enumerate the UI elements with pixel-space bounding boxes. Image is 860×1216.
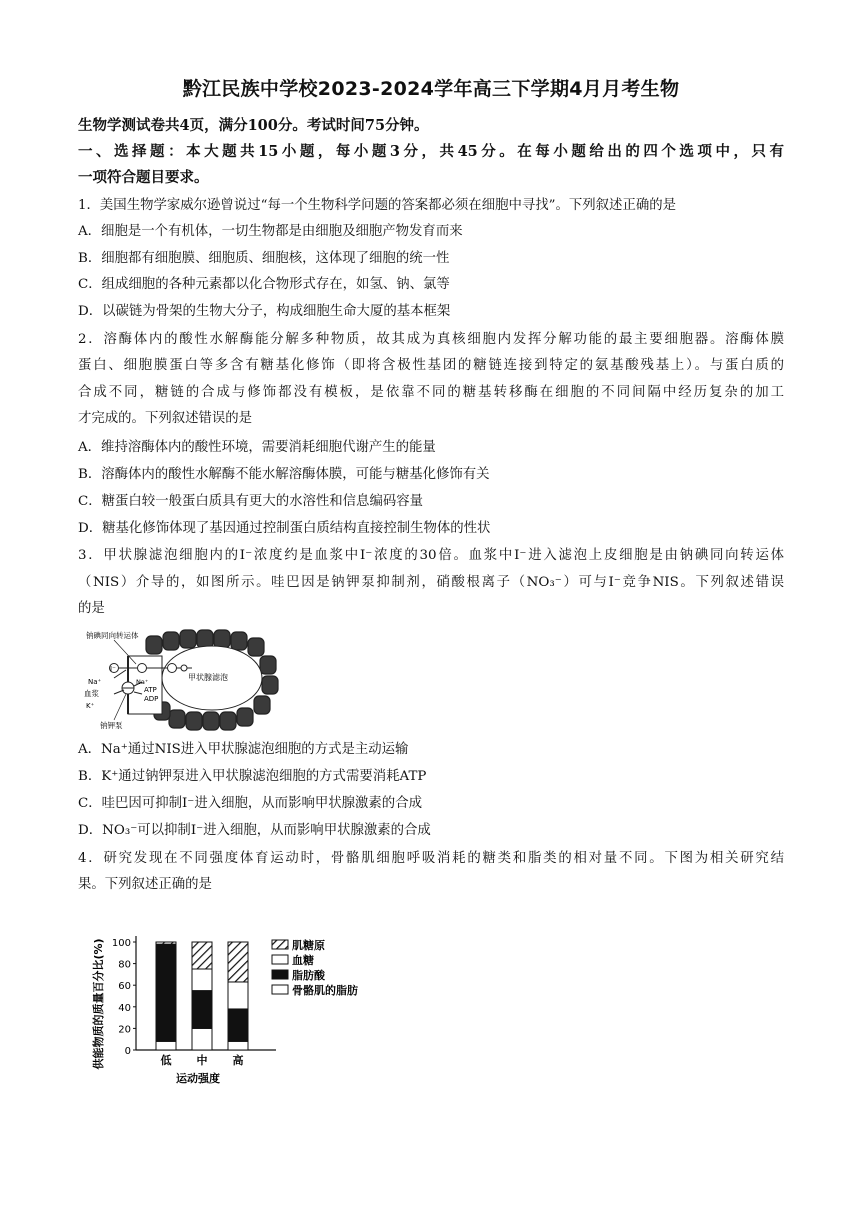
label-na-pump: Na⁺ [136, 678, 149, 686]
section-heading-line2: 一项符合题目要求。 [78, 169, 209, 186]
chart-bar-segment [192, 1028, 212, 1050]
q2-stem-line1: 2．溶酶体内的酸性水解酶能分解多种物质，故其成为真核细胞内发挥分解功能的最主要细胞器。溶酶体膜 [78, 332, 784, 347]
chart-bar-segment [192, 942, 212, 969]
q2-option-a: A．维持溶酶体内的酸性环境，需要消耗细胞代谢产生的能量 [78, 440, 436, 455]
label-follicle: 甲状腺滤泡 [188, 673, 228, 682]
q2-option-b: B．溶酶体内的酸性水解酶不能水解溶酶体膜，可能与糖基化修饰有关 [78, 467, 490, 482]
label-nis: 钠碘同向转运体 [86, 631, 139, 640]
q1-option-b: B．细胞都有细胞膜、细胞质、细胞核，这体现了细胞的统一性 [78, 251, 450, 266]
page-title: 黔江民族中学校2023-2024学年高三下学期4月月考生物 [182, 78, 680, 100]
q2-stem-line2: 蛋白、细胞膜蛋白等多含有糖基化修饰（即将含极性基团的糖链连接到特定的氨基酸残基上）。与蛋白质的 [78, 358, 784, 373]
chart-legend-swatch [272, 940, 288, 949]
chart-y-tick-label: 0 [124, 1046, 131, 1057]
q2-stem-line4: 才完成的。下列叙述错误的是 [78, 411, 253, 426]
q1-stem: 1．美国生物学家威尔逊曾说过“每一个生物科学问题的答案都必须在细胞中寻找”。下列叙述正确的是 [78, 198, 677, 213]
q1-option-a: A．细胞是一个有机体，一切生物都是由细胞及细胞产物发育而来 [78, 224, 463, 239]
q3-option-c: C．哇巴因可抑制I⁻进入细胞，从而影响甲状腺激素的合成 [78, 796, 422, 811]
chart-legend-label: 骨骼肌的脂肪 [292, 984, 358, 997]
q2-stem-line3: 合成不同，糖链的合成与修饰都没有模板，是依靠不同的糖基转移酶在细胞的不同间隔中经历复杂的加工 [78, 385, 784, 400]
chart-y-tick-label: 40 [118, 1002, 131, 1014]
chart-category-label: 高 [232, 1054, 244, 1067]
chart-bar-segment [228, 982, 248, 1009]
q4-stem-line1: 4．研究发现在不同强度体育运动时，骨骼肌细胞呼吸消耗的糖类和脂类的相对量不同。下图为相关研究结 [78, 851, 784, 866]
chart-legend-swatch [272, 985, 288, 994]
chart-bar-segment [156, 1041, 176, 1050]
chart-bar-segment [192, 969, 212, 991]
chart-bar-segment [156, 944, 176, 1041]
label-plasma: 血浆 [84, 689, 99, 698]
q1-option-d: D．以碳链为骨架的生物大分子，构成细胞生命大厦的基本框架 [78, 304, 451, 319]
q4-stem-line2: 果。下列叙述正确的是 [78, 877, 212, 892]
label-pump: 钠钾泵 [100, 721, 123, 730]
chart-legend-swatch [272, 970, 288, 979]
q3-stem-line1: 3．甲状腺滤泡细胞内的I⁻浓度约是血浆中I⁻浓度的30倍。血浆中I⁻进入滤泡上皮细胞是由钠碘同向转运体 [78, 548, 784, 563]
label-atp: ATP [144, 686, 157, 694]
chart-y-tick-label: 80 [118, 959, 131, 971]
chart-y-axis-label: 供能物质的质量百分比(%) [92, 938, 105, 1070]
q1-option-c: C．组成细胞的各种元素都以化合物形式存在，如氢、钠、氯等 [78, 277, 450, 292]
q2-option-c: C．糖蛋白较一般蛋白质具有更大的水溶性和信息编码容量 [78, 494, 424, 509]
energy-source-chart [88, 916, 388, 1096]
q3-stem-line3: 的是 [78, 601, 105, 616]
chart-bar-segment [228, 1041, 248, 1050]
q3-option-a: A．Na⁺通过NIS进入甲状腺滤泡细胞的方式是主动运输 [78, 742, 409, 757]
label-k: K⁺ [86, 702, 95, 710]
chart-bar-segment [156, 942, 176, 944]
chart-y-tick-label: 60 [118, 981, 131, 993]
label-adp: ADP [144, 695, 159, 703]
exam-intro: 生物学测试卷共4页，满分100分。考试时间75分钟。 [78, 117, 429, 134]
section-heading-line1: 一、选择题：本大题共15小题，每小题3分，共45分。在每小题给出的四个选项中，只有 [78, 143, 784, 160]
q2-option-d: D．糖基化修饰体现了基因通过控制蛋白质结构直接控制生物体的性状 [78, 521, 491, 536]
q3-stem-line2: （NIS）介导的，如图所示。哇巴因是钠钾泵抑制剂，硝酸根离子（NO₃⁻）可与I⁻竞争NIS。下列叙述错误 [78, 575, 784, 590]
chart-legend-label: 肌糖原 [292, 939, 325, 952]
chart-y-tick-label: 100 [111, 938, 131, 949]
q3-option-d: D．NO₃⁻可以抑制I⁻进入细胞，从而影响甲状腺激素的合成 [78, 823, 431, 838]
q3-option-b: B．K⁺通过钠钾泵进入甲状腺滤泡细胞的方式需要消耗ATP [78, 769, 427, 784]
chart-y-tick-label: 20 [118, 1024, 131, 1036]
chart-legend-swatch [272, 955, 288, 964]
chart-legend-label: 脂肪酸 [292, 969, 325, 982]
chart-legend-label: 血糖 [292, 954, 314, 967]
label-na: Na⁺ [88, 678, 102, 686]
chart-x-axis-label: 运动强度 [176, 1072, 220, 1085]
chart-bar-segment [228, 942, 248, 982]
chart-category-label: 低 [160, 1054, 172, 1067]
chart-category-label: 中 [196, 1054, 208, 1067]
label-i: I⁻ [110, 665, 116, 673]
chart-bar-segment [228, 1009, 248, 1041]
thyroid-follicle-figure [84, 626, 284, 736]
chart-bar-segment [192, 991, 212, 1029]
